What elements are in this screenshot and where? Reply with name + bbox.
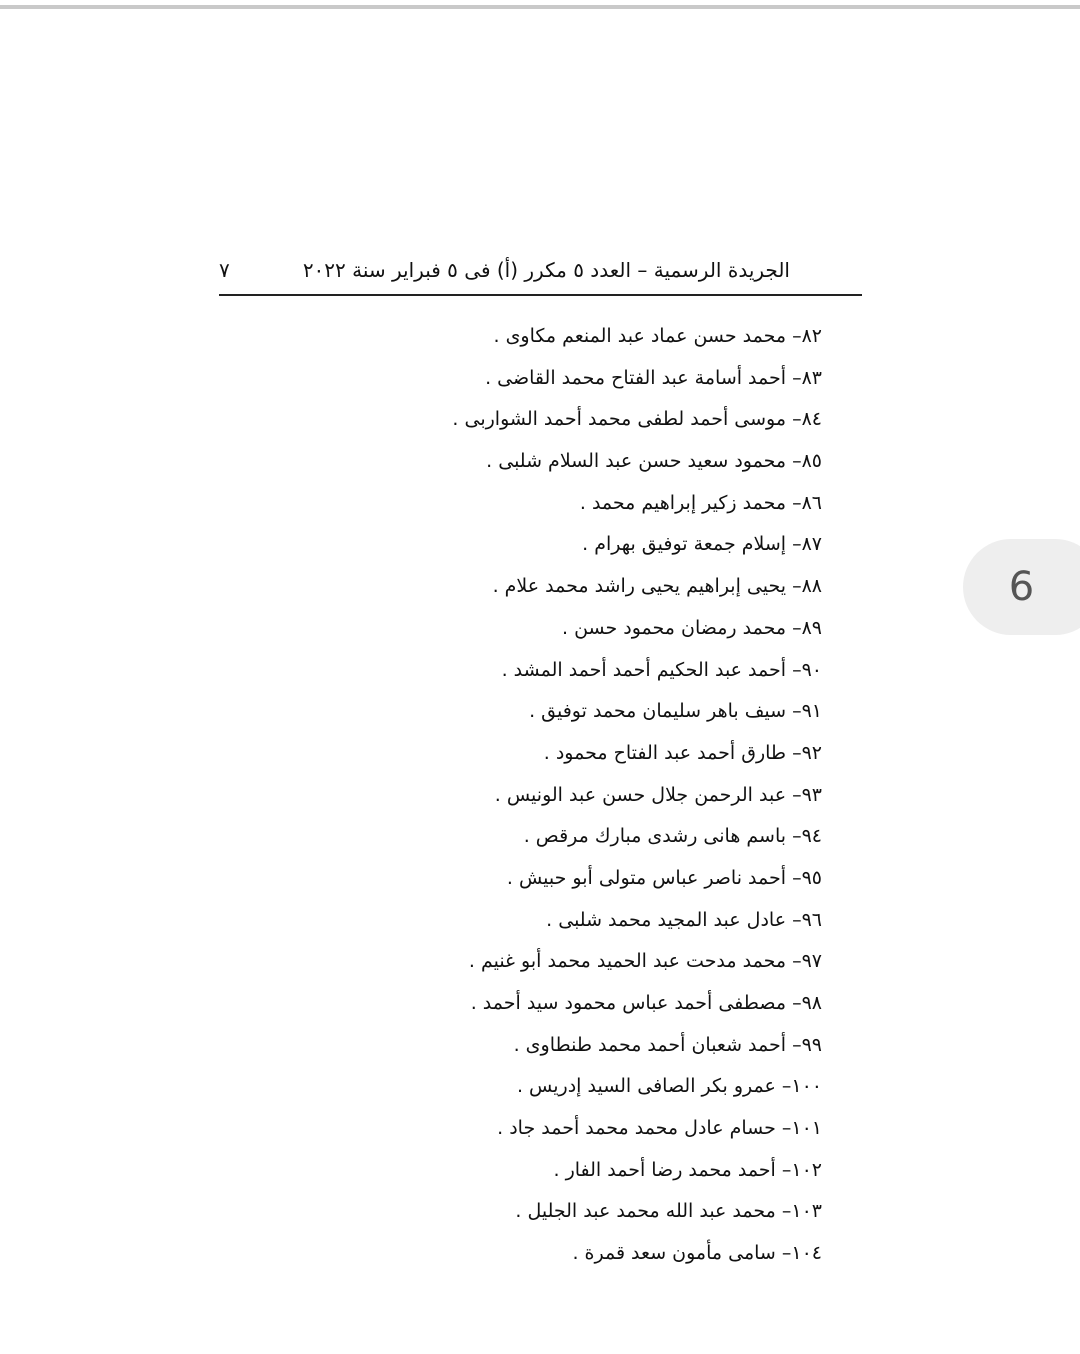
names-list (380, 316, 822, 1275)
list-item: ١٠١– حسام عادل محمد محمد أحمد جاد . (497, 1117, 822, 1140)
list-item: ٩١– سيف باهر سليمان محمد توفيق . (529, 700, 822, 723)
list-item: ٩٦– عادل عبد المجيد محمد شلبى . (546, 908, 822, 931)
page-indicator-badge[interactable] (963, 539, 1080, 635)
list-item: ٩٧– محمد مدحت عبد الحميد محمد أبو غنيم . (468, 950, 822, 973)
page-header (219, 255, 862, 296)
page-indicator-label: 6 (1008, 564, 1035, 610)
list-item: ٨٩– محمد رمضان محمود حسن . (562, 616, 822, 639)
list-item: ١٠٠– عمرو بكر الصافى السيد إدريس . (516, 1075, 822, 1098)
list-item: ٨٢– محمد حسن عماد عبد المنعم مكاوى . (493, 325, 822, 347)
list-item: ٩٤– باسم هانى رشدى مبارك مرقص . (523, 825, 822, 848)
header-page-number: ٧ (219, 258, 230, 282)
list-item: ١٠٣– محمد عبد الله محمد عبد الجليل . (515, 1200, 822, 1223)
list-item: ١٠٢– أحمد محمد رضا أحمد الفار . (553, 1158, 822, 1181)
gazette-header-title: الجريدة الرسمية – العدد ٥ مكرر (أ) فى ٥ فبراير سنة ٢٠٢٢ (302, 258, 790, 282)
list-item: ٩٨– مصطفى أحمد عباس محمود سيد أحمد . (470, 992, 822, 1014)
list-item: ٨٣– أحمد أسامة عبد الفتاح محمد القاضى . (485, 366, 822, 389)
list-item: ٩٣– عبد الرحمن جلال حسن عبد الونيس . (494, 783, 822, 806)
list-item: ٨٥– محمود سعيد حسن عبد السلام شلبى . (486, 450, 822, 473)
top-divider-bar (0, 5, 1080, 9)
list-item: ٩٥– أحمد ناصر عباس متولى أبو حبيش . (506, 866, 822, 889)
list-item: ٩٢– طارق أحمد عبد الفتاح محمود . (543, 741, 822, 764)
list-item: ٨٨– يحيى إبراهيم يحيى راشد محمد علام . (492, 575, 822, 598)
list-item: ١٠٤– سامى مأمون سعد قمرة . (572, 1242, 822, 1265)
list-item: ٨٧– إسلام جمعة توفيق بهرام . (582, 533, 822, 556)
list-item: ٨٦– محمد زكير إبراهيم محمد . (579, 491, 822, 514)
list-item: ٩٩– أحمد شعبان أحمد محمد طنطاوى . (513, 1033, 822, 1056)
list-item: ٩٠– أحمد عبد الحكيم أحمد أحمد المشد . (501, 658, 822, 681)
list-item: ٨٤– موسى أحمد لطفى محمد أحمد الشواربى . (452, 408, 822, 431)
